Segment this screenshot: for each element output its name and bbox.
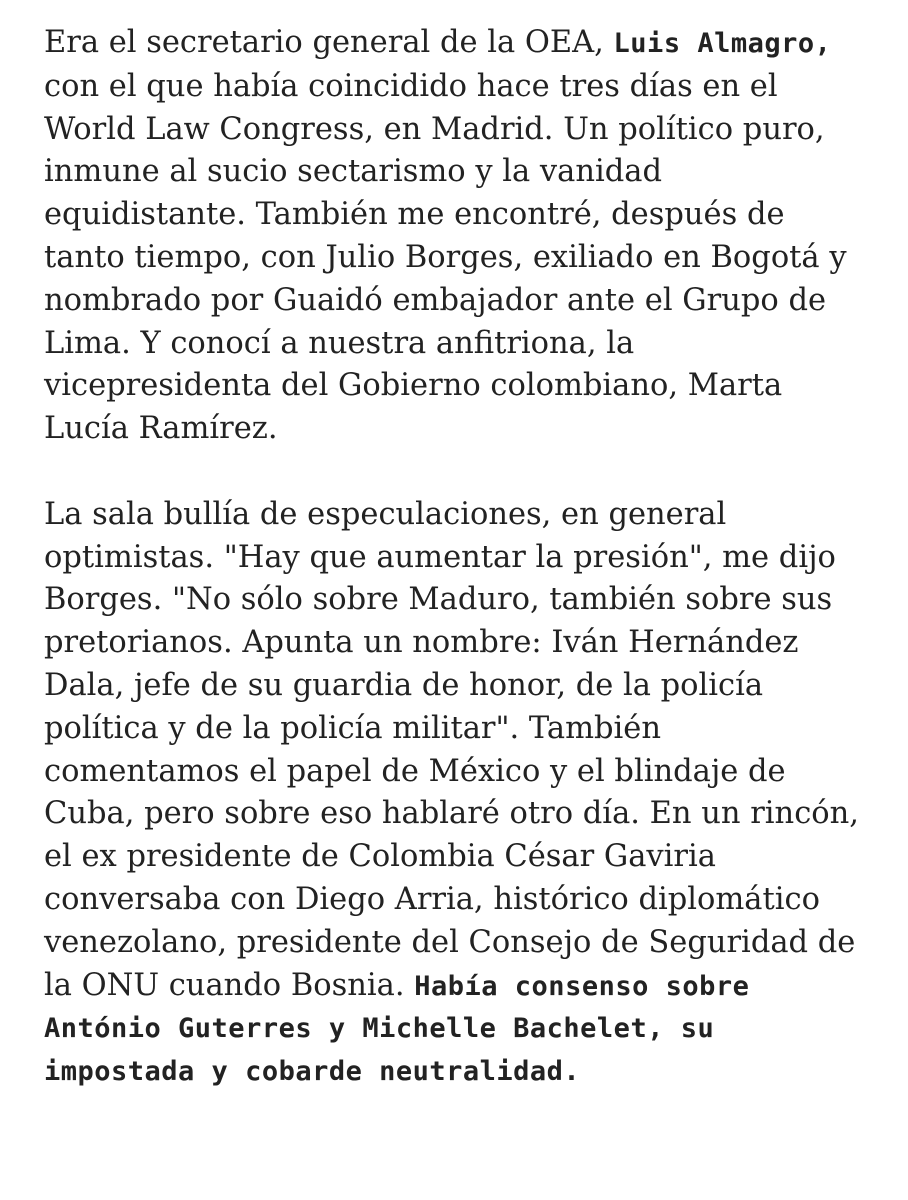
text-line: con el que había coincidido hace tres días en el [44, 68, 778, 104]
text-line: nombrado por Guaidó embajador ante el Grupo de [44, 282, 827, 318]
text-line: política y de la policía militar". También [44, 710, 661, 746]
text-line: La sala bullía de especulaciones, en general [44, 496, 727, 532]
text-line: comentamos el papel de México y el blindaje de [44, 753, 786, 789]
text-line: pretorianos. Apunta un nombre: Iván Hernández [44, 625, 799, 661]
text-line [44, 965, 894, 1009]
text-line [44, 22, 894, 66]
text-line: el ex presidente de Colombia César Gaviria [44, 839, 716, 875]
text-line: conversaba con Diego Arria, histórico diplomático [44, 881, 820, 917]
text-line: Lima. Y conocí a nuestra anfitriona, la [44, 325, 635, 361]
bold-line: António Guterres y Michelle Bachelet, su [44, 1013, 715, 1045]
paragraph-2 [44, 494, 894, 1094]
text-line: Borges. "No sólo sobre Maduro, también sobre sus [44, 582, 833, 618]
text-line: venezolano, presidente del Consejo de Seguridad de [44, 924, 856, 960]
text-line: Cuba, pero sobre eso hablaré otro día. En un rincón, [44, 796, 859, 832]
text-line: equidistante. También me encontré, después de [44, 197, 785, 233]
text-line: vicepresidenta del Gobierno colombiano, Marta [44, 368, 783, 404]
text-line: tanto tiempo, con Julio Borges, exiliado en Bogotá y [44, 239, 847, 275]
paragraph-1 [44, 0, 894, 451]
text-segment: la ONU cuando Bosnia. [44, 967, 415, 1003]
text-line: World Law Congress, en Madrid. Un político puro, [44, 111, 825, 147]
bold-line: impostada y cobarde neutralidad. [44, 1056, 581, 1088]
bold-phrase: Había consenso sobre [414, 970, 750, 1002]
text-line: Lucía Ramírez. [44, 411, 278, 447]
text-segment: Era el secretario general de la OEA, [44, 25, 614, 60]
bold-name: Luis Almagro, [613, 28, 832, 59]
article-body [44, 0, 894, 1094]
text-line: optimistas. "Hay que aumentar la presión", me dijo [44, 539, 836, 575]
text-line: Dala, jefe de su guardia de honor, de la policía [44, 667, 764, 703]
text-line: inmune al sucio sectarismo y la vanidad [44, 154, 662, 190]
